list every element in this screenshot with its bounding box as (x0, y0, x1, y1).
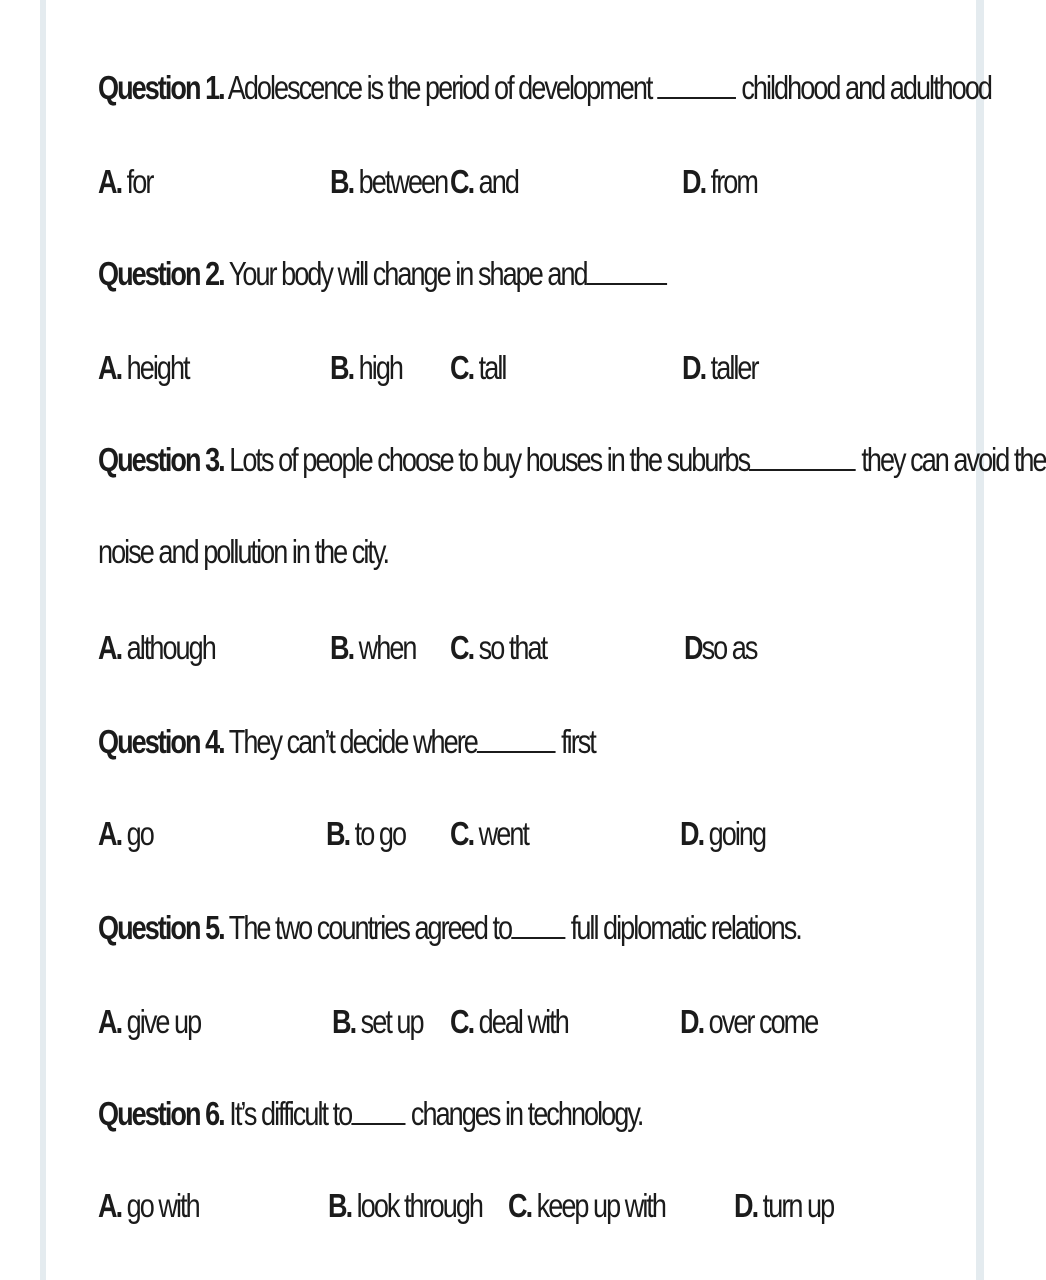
option-letter: B. (330, 349, 354, 386)
option-b[interactable] (332, 1002, 423, 1042)
question-label: Question 3. (98, 441, 224, 478)
option-a[interactable] (98, 1186, 199, 1226)
option-c[interactable] (450, 162, 518, 202)
option-c[interactable] (450, 1002, 568, 1042)
option-text: give up (126, 1003, 201, 1040)
option-text: height (126, 349, 189, 386)
option-a[interactable] (98, 162, 152, 202)
option-b[interactable] (330, 628, 416, 668)
option-a[interactable] (98, 628, 215, 668)
question-label: Question 6. (98, 1095, 224, 1132)
question-text-before: Your body will change in shape and (228, 255, 587, 292)
question-text-before: It’s difficult to (229, 1095, 352, 1132)
option-d[interactable] (680, 1002, 817, 1042)
option-text: taller (710, 349, 758, 386)
question-6 (98, 1094, 642, 1134)
option-letter: D (684, 629, 702, 666)
question-text-before: The two countries agreed to (228, 909, 512, 946)
option-c[interactable] (450, 628, 546, 668)
option-text: go (126, 815, 153, 852)
question-continuation-text: noise and pollution in the city. (98, 533, 389, 570)
question-text-after: they can avoid the (861, 441, 1046, 478)
answer-blank[interactable] (587, 257, 667, 285)
option-a[interactable] (98, 348, 189, 388)
question-text-before: They can’t decide where (228, 723, 477, 760)
question-label: Question 4. (98, 723, 224, 760)
option-text: when (358, 629, 416, 666)
question-text-after: full diplomatic relations. (570, 909, 801, 946)
option-d[interactable] (680, 814, 765, 854)
option-b[interactable] (328, 1186, 482, 1226)
question-4 (98, 722, 595, 762)
option-text: look through (356, 1187, 483, 1224)
question-text-after: first (561, 723, 595, 760)
answer-blank[interactable] (477, 725, 556, 753)
option-letter: C. (450, 815, 474, 852)
option-letter: A. (98, 349, 122, 386)
option-text: keep up with (536, 1187, 666, 1224)
option-text: from (710, 163, 757, 200)
option-c[interactable] (450, 348, 505, 388)
option-text: high (358, 349, 402, 386)
answer-blank[interactable] (749, 443, 856, 471)
option-text: and (478, 163, 518, 200)
option-text: so as (701, 629, 757, 666)
question-text-before: Lots of people choose to buy houses in the suburbs (229, 441, 750, 478)
question-text-after: childhood and adulthood (741, 69, 991, 106)
option-text: set up (360, 1003, 423, 1040)
option-a[interactable] (98, 814, 153, 854)
question-3 (98, 440, 1046, 480)
option-letter: C. (450, 629, 474, 666)
option-d[interactable] (682, 348, 758, 388)
option-letter: A. (98, 1187, 122, 1224)
option-d[interactable] (684, 628, 756, 668)
answer-blank[interactable] (511, 911, 565, 939)
answer-blank[interactable] (657, 71, 736, 99)
option-text: so that (478, 629, 547, 666)
option-text: to go (354, 815, 406, 852)
option-b[interactable] (326, 814, 405, 854)
option-text: tall (478, 349, 506, 386)
page-border-right (976, 0, 984, 1280)
option-letter: A. (98, 1003, 122, 1040)
option-text: over come (708, 1003, 818, 1040)
option-letter: D. (682, 349, 706, 386)
option-letter: C. (508, 1187, 532, 1224)
option-letter: D. (734, 1187, 758, 1224)
question-3-continuation (98, 532, 388, 572)
question-text-after: changes in technology. (410, 1095, 643, 1132)
option-letter: C. (450, 349, 474, 386)
option-text: going (708, 815, 766, 852)
option-text: deal with (478, 1003, 568, 1040)
question-text-before: Adolescence is the period of development (227, 69, 652, 106)
option-text: although (126, 629, 215, 666)
option-text: turn up (762, 1187, 834, 1224)
option-letter: D. (682, 163, 706, 200)
option-text: between (358, 163, 448, 200)
answer-blank[interactable] (351, 1097, 405, 1125)
option-letter: B. (330, 163, 354, 200)
option-d[interactable] (682, 162, 757, 202)
option-letter: B. (332, 1003, 356, 1040)
option-letter: D. (680, 1003, 704, 1040)
option-text: went (478, 815, 528, 852)
question-1 (98, 68, 991, 108)
question-2 (98, 254, 667, 294)
option-a[interactable] (98, 1002, 200, 1042)
option-letter: A. (98, 629, 122, 666)
option-letter: B. (328, 1187, 352, 1224)
option-letter: A. (98, 163, 122, 200)
option-letter: B. (330, 629, 354, 666)
question-label: Question 5. (98, 909, 224, 946)
question-label: Question 1. (98, 69, 224, 106)
option-letter: A. (98, 815, 122, 852)
option-b[interactable] (330, 162, 447, 202)
option-c[interactable] (450, 814, 528, 854)
option-letter: D. (680, 815, 704, 852)
question-label: Question 2. (98, 255, 224, 292)
question-5 (98, 908, 801, 948)
option-text: go with (126, 1187, 199, 1224)
option-text: for (126, 163, 153, 200)
option-b[interactable] (330, 348, 402, 388)
option-c[interactable] (508, 1186, 665, 1226)
option-letter: C. (450, 163, 474, 200)
page-border-left (40, 0, 46, 1280)
option-letter: C. (450, 1003, 474, 1040)
option-d[interactable] (734, 1186, 833, 1226)
option-letter: B. (326, 815, 350, 852)
